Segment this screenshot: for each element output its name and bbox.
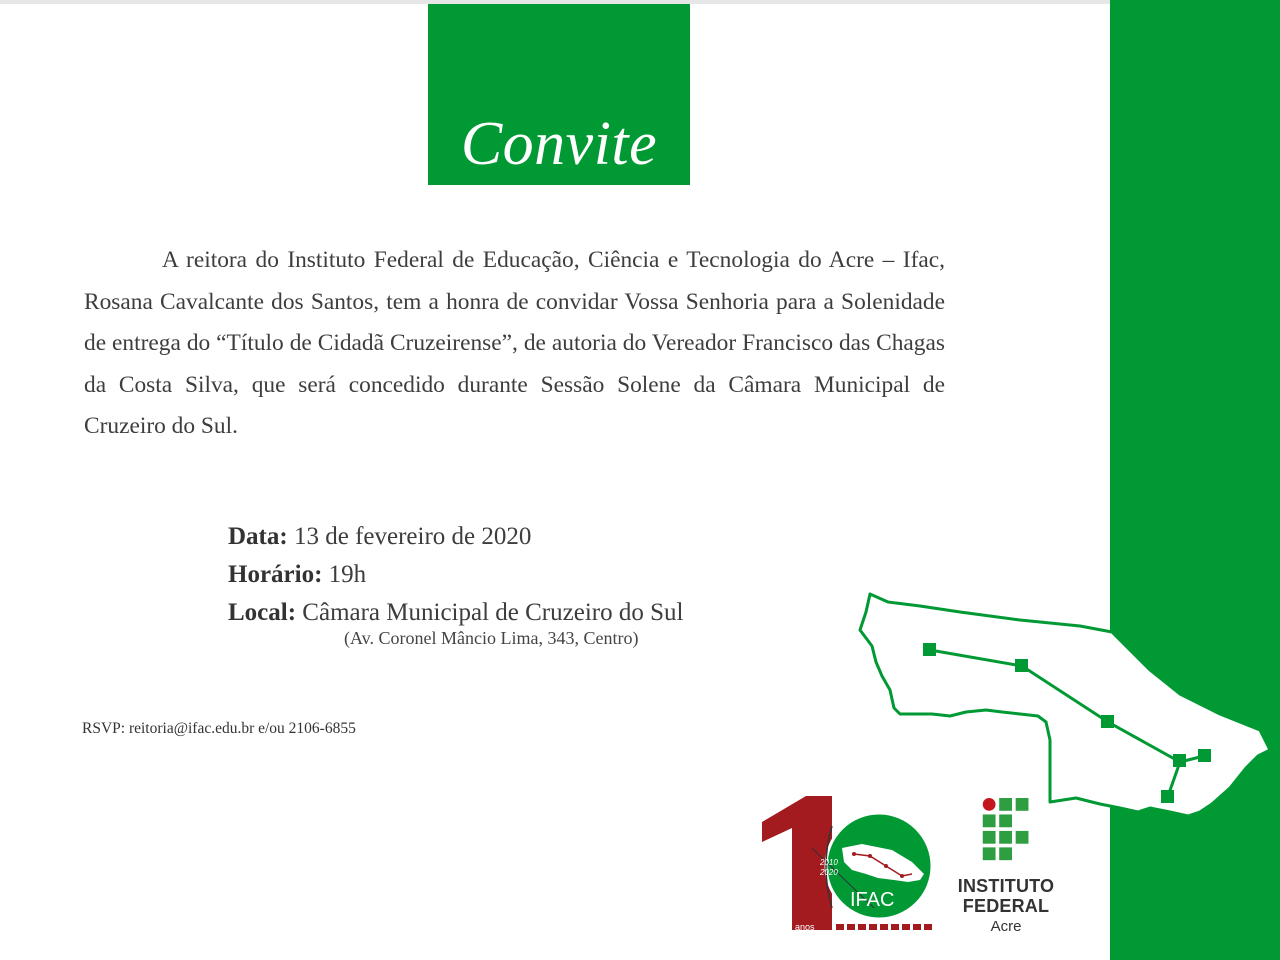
event-details [228,518,683,632]
route-marker-6 [1161,790,1174,803]
address-line: (Av. Coronel Mâncio Lima, 343, Centro) [344,628,639,648]
ifac-10-anos-logo [762,796,942,938]
date-value: 13 de fevereiro de 2020 [293,523,532,550]
if-logo-line1: INSTITUTO [957,876,1055,896]
page-title: Convite [460,110,658,178]
route-marker-5 [1198,749,1211,762]
invitation-paragraph [84,240,945,448]
logo-dash-row [836,924,932,930]
logo-year-top: 2010 [820,858,838,867]
logo-ifac-text: IFAC [850,889,895,911]
if-grid-icon [980,798,1044,862]
acre-map-outline [860,594,1270,816]
acre-map-illustration [850,590,1280,830]
date-row [228,518,683,556]
if-logo-line2: FEDERAL [962,896,1050,916]
time-row [228,556,683,594]
route-marker-2 [1015,659,1028,672]
logo-year-bottom: 2020 [820,868,838,877]
instituto-federal-logo [946,796,1066,941]
invitation-text: A reitora do Instituto Federal de Educação, Ciência e Tecnologia do Acre – Ifac, Rosana Cavalcante dos Santos, tem a honra de convidar Vossa Senhoria para a Solenidade de entrega do “Título de Cidadã Cruzeirense”, de autoria do Vereador Francisco das Chagas da Costa Silva, que será concedido durante Sessão Solene da Câmara Municipal de Cruzeiro do Sul. [84,247,945,439]
rsvp-contact: RSVP: reitoria@ifac.edu.br e/ou 2106-6855 [82,720,356,737]
route-marker-3 [1101,715,1114,728]
logo-anos-text: anos [795,922,815,932]
date-label: Data: [228,523,288,550]
if-logo-line3: Acre [990,918,1022,935]
place-label: Local: [228,599,297,626]
place-row [228,594,683,632]
title-banner [428,4,690,185]
route-marker-4 [1173,754,1186,767]
route-marker-1 [923,643,936,656]
time-value: 19h [328,561,367,588]
place-value: Câmara Municipal de Cruzeiro do Sul [302,599,684,626]
time-label: Horário: [228,561,323,588]
